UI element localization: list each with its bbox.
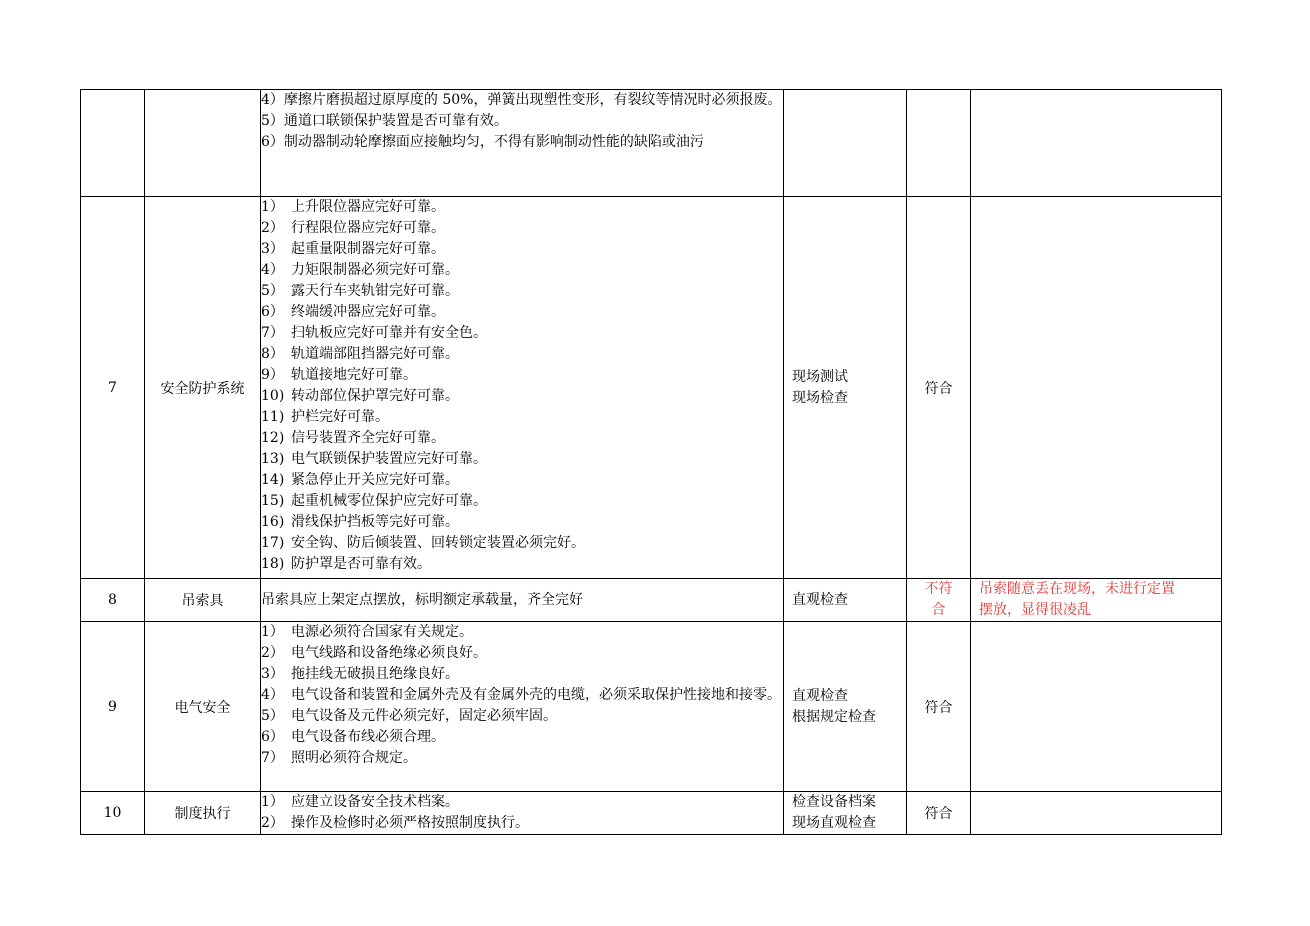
result-cell: 符合	[907, 197, 971, 579]
row-number-cell: 10	[81, 792, 145, 835]
table-row	[81, 579, 1222, 622]
check-item: 4） 力矩限制器必须完好可靠。	[261, 262, 459, 278]
row-number-cell: 8	[81, 579, 145, 622]
check-item: 10) 转动部位保护罩完好可靠。	[261, 388, 459, 404]
check-item: 12) 信号装置齐全完好可靠。	[261, 430, 445, 446]
check-item: 3） 起重量限制器完好可靠。	[261, 241, 445, 257]
check-item: 2） 行程限位器应完好可靠。	[261, 220, 445, 236]
check-item: 5） 电气设备及元件必须完好，固定必须牢固。	[261, 708, 557, 724]
check-item: 7） 扫轨板应完好可靠并有安全色。	[261, 325, 487, 341]
result-line: 不符	[924, 581, 953, 597]
row-name-cell: 电气安全	[145, 622, 261, 792]
note-cell	[971, 90, 1222, 197]
check-item: 4）摩擦片磨损超过原厚度的 50%，弹簧出现塑性变形，有裂纹等情况时必须报废。	[261, 92, 782, 108]
method-cell	[784, 197, 907, 579]
table-row	[81, 90, 1222, 197]
check-item: 6）制动器制动轮摩擦面应接触均匀，不得有影响制动性能的缺陷或油污	[261, 134, 704, 150]
method-line: 检查设备档案	[792, 794, 876, 810]
check-item: 7） 照明必须符合规定。	[261, 750, 417, 766]
check-item: 吊索具应上架定点摆放，标明额定承载量，齐全完好	[261, 591, 583, 608]
check-item: 15) 起重机械零位保护应完好可靠。	[261, 493, 487, 509]
check-item: 13) 电气联锁保护装置应完好可靠。	[261, 451, 487, 467]
check-item: 6） 电气设备布线必须合理。	[261, 729, 445, 745]
note-line: 吊索随意丢在现场，未进行定置	[979, 581, 1175, 597]
check-item: 5） 露天行车夹轨钳完好可靠。	[261, 283, 459, 299]
method-line: 根据规定检查	[792, 708, 876, 725]
method-line: 现场检查	[792, 389, 848, 406]
row-name-cell: 吊索具	[145, 579, 261, 622]
note-cell	[971, 792, 1222, 835]
result-cell	[907, 579, 971, 622]
check-item: 2） 操作及检修时必须严格按照制度执行。	[261, 815, 529, 831]
method-cell	[784, 622, 907, 792]
check-item: 4） 电气设备和装置和金属外壳及有金属外壳的电缆，必须采取保护性接地和接零。	[261, 687, 781, 703]
check-items-cell	[261, 579, 784, 622]
check-item: 1） 应建立设备安全技术档案。	[261, 794, 459, 810]
check-item: 18) 防护罩是否可靠有效。	[261, 556, 431, 572]
check-item: 16) 滑线保护挡板等完好可靠。	[261, 514, 459, 530]
note-line: 摆放，显得很凌乱	[979, 602, 1091, 618]
check-item: 11) 护栏完好可靠。	[261, 409, 389, 425]
result-cell: 符合	[907, 622, 971, 792]
table-row	[81, 792, 1222, 835]
result-cell: 符合	[907, 792, 971, 835]
check-item: 8） 轨道端部阻挡器完好可靠。	[261, 346, 459, 362]
row-name-cell: 安全防护系统	[145, 197, 261, 579]
check-items-cell	[261, 792, 784, 835]
inspection-table	[80, 89, 1222, 835]
row-number-cell: 9	[81, 622, 145, 792]
method-line: 现场测试	[792, 368, 848, 385]
method-cell	[784, 579, 907, 622]
note-cell	[971, 197, 1222, 579]
row-name-cell: 制度执行	[145, 792, 261, 835]
check-item: 1） 上升限位器应完好可靠。	[261, 199, 445, 215]
check-item: 17) 安全钩、防后倾装置、回转锁定装置必须完好。	[261, 535, 585, 551]
note-cell	[971, 579, 1222, 622]
check-items-cell	[261, 90, 784, 197]
check-item: 6） 终端缓冲器应完好可靠。	[261, 304, 445, 320]
check-item: 2） 电气线路和设备绝缘必须良好。	[261, 645, 487, 661]
method-line: 直观检查	[792, 687, 848, 704]
check-item: 9） 轨道接地完好可靠。	[261, 367, 417, 383]
result-line: 合	[931, 602, 946, 618]
check-item: 1） 电源必须符合国家有关规定。	[261, 624, 473, 640]
check-item: 14) 紧急停止开关应完好可靠。	[261, 472, 459, 488]
note-cell	[971, 622, 1222, 792]
row-name-cell	[145, 90, 261, 197]
check-item: 5）通道口联锁保护装置是否可靠有效。	[261, 113, 508, 129]
row-number-cell: 7	[81, 197, 145, 579]
check-item: 3） 拖挂线无破损且绝缘良好。	[261, 666, 459, 682]
method-cell	[784, 792, 907, 835]
table-row	[81, 622, 1222, 792]
method-line: 现场直观检查	[792, 815, 876, 831]
method-line: 直观检查	[792, 591, 848, 608]
row-number-cell	[81, 90, 145, 197]
check-items-cell	[261, 197, 784, 579]
result-cell	[907, 90, 971, 197]
check-items-cell	[261, 622, 784, 792]
table-row	[81, 197, 1222, 579]
method-cell	[784, 90, 907, 197]
